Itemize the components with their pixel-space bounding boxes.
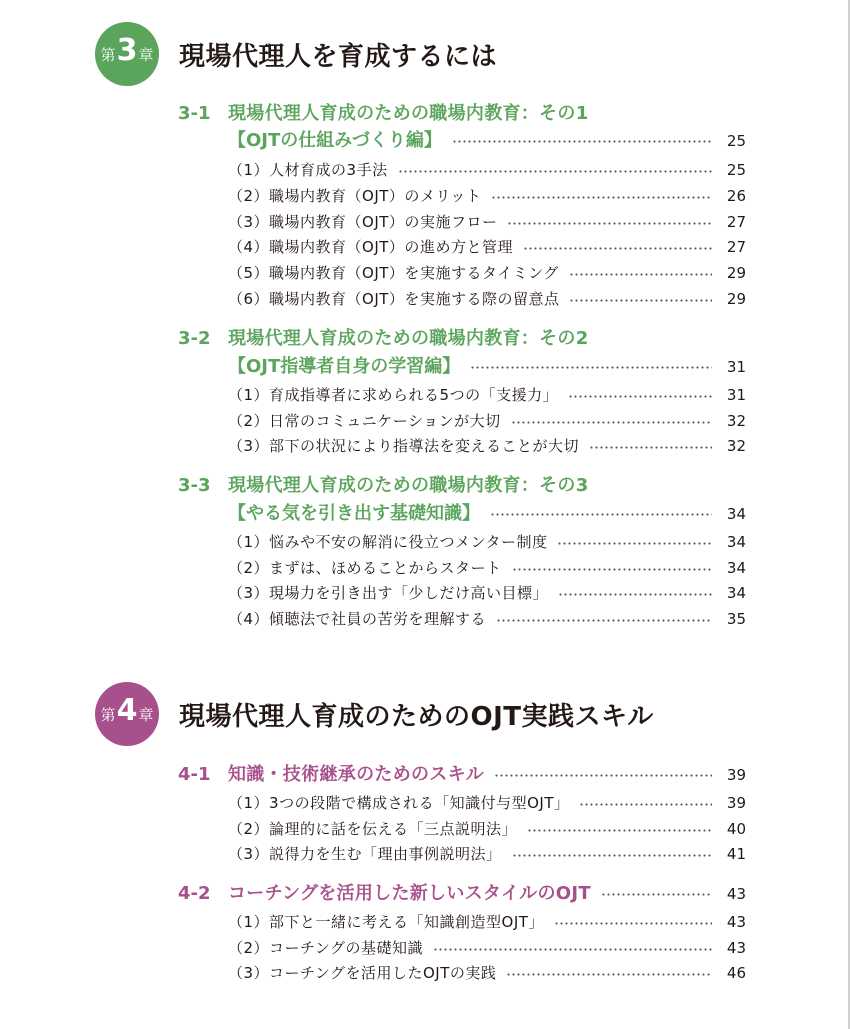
toc-item[interactable] (228, 843, 746, 864)
page-number: 35 (726, 610, 746, 628)
page-number: 29 (726, 290, 746, 308)
leader-dots (523, 247, 712, 250)
chapter-4-badge (95, 682, 159, 746)
leader-dots (507, 222, 712, 225)
leader-dots (579, 803, 712, 806)
chapter-3-badge (95, 22, 159, 86)
toc-item-label: （1）悩みや不安の解消に役立つメンター制度 (228, 533, 548, 551)
page-number: 32 (726, 437, 746, 455)
toc-item-label: （3）部下の状況により指導法を変えることが大切 (228, 437, 580, 455)
toc-item-label: （2）論理的に話を伝える「三点説明法」 (228, 820, 518, 838)
toc-item[interactable] (228, 962, 746, 983)
toc-item[interactable] (228, 911, 746, 932)
section-number: 4-2 (178, 883, 211, 904)
page-number: 39 (726, 766, 746, 784)
section-3-2-subtitle-line[interactable] (228, 352, 746, 378)
toc-item[interactable] (228, 236, 746, 257)
toc-item-label: （6）職場内教育（OJT）を実施する際の留意点 (228, 290, 560, 308)
page-number: 43 (726, 913, 746, 931)
section-title: 現場代理人育成のための職場内教育：その1 (228, 103, 589, 124)
section-title: 現場代理人育成のための職場内教育：その3 (228, 475, 589, 496)
toc-item[interactable] (228, 608, 746, 629)
section-3-3-heading[interactable] (178, 471, 746, 497)
section-number: 3-2 (178, 328, 211, 349)
leader-dots (452, 140, 712, 143)
page-number: 34 (726, 559, 746, 577)
toc-item-label: （3）現場力を引き出す「少しだけ高い目標」 (228, 584, 549, 602)
section-3-1-subtitle-line[interactable] (228, 126, 746, 152)
toc-item[interactable] (228, 410, 746, 431)
leader-dots (554, 922, 712, 925)
page-number: 31 (726, 386, 746, 404)
page-number: 39 (726, 794, 746, 812)
leader-dots (589, 446, 712, 449)
page-number: 43 (726, 885, 746, 903)
section-3-2-heading[interactable] (178, 324, 746, 350)
leader-dots (527, 829, 712, 832)
toc-item[interactable] (228, 582, 746, 603)
leader-dots (398, 170, 712, 173)
leader-dots (557, 542, 712, 545)
toc-item-label: （1）部下と一緒に考える「知識創造型OJT」 (228, 913, 544, 931)
toc-item[interactable] (228, 211, 746, 232)
toc-item[interactable] (228, 531, 746, 552)
section-subtitle: 【やる気を引き出す基礎知識】 (228, 503, 480, 524)
leader-dots (558, 593, 712, 596)
toc-item-label: （3）職場内教育（OJT）の実施フロー (228, 213, 498, 231)
leader-dots (496, 619, 712, 622)
toc-item[interactable] (228, 384, 746, 405)
chapter-3-title: 現場代理人を育成するには (179, 41, 498, 72)
chapter-badge-prefix: 第 (100, 706, 116, 724)
toc-item-label: （4）職場内教育（OJT）の進め方と管理 (228, 238, 513, 256)
section-subtitle: 【OJT指導者自身の学習編】 (228, 356, 461, 377)
toc-item-label: （2）まずは、ほめることからスタート (228, 559, 502, 577)
leader-dots (433, 948, 712, 951)
toc-item-label: （2）職場内教育（OJT）のメリット (228, 187, 482, 205)
chapter-4-title: 現場代理人育成のためのOJT実践スキル (179, 701, 654, 732)
page-number: 34 (726, 584, 746, 602)
section-number: 3-3 (178, 475, 211, 496)
leader-dots (470, 366, 712, 369)
leader-dots (569, 273, 712, 276)
section-title: 現場代理人育成のための職場内教育：その2 (228, 328, 589, 349)
page-number: 25 (726, 161, 746, 179)
toc-item[interactable] (228, 792, 746, 813)
toc-item[interactable] (228, 818, 746, 839)
page-number: 29 (726, 264, 746, 282)
toc-item-label: （1）3つの段階で構成される「知識付与型OJT」 (228, 794, 570, 812)
chapter-3-heading (95, 22, 497, 86)
leader-dots (494, 774, 712, 777)
section-number: 3-1 (178, 103, 211, 124)
toc-item-label: （2）コーチングの基礎知識 (228, 939, 423, 957)
toc-item[interactable] (228, 159, 746, 180)
toc-item-label: （1）育成指導者に求められる5つの「支援力」 (228, 386, 559, 404)
section-number: 4-1 (178, 764, 211, 785)
page-number: 34 (726, 505, 746, 523)
toc-item[interactable] (228, 937, 746, 958)
toc-item-label: （4）傾聴法で社員の苦労を理解する (228, 610, 487, 628)
section-3-1-heading[interactable] (178, 99, 746, 125)
page-number: 31 (726, 358, 746, 376)
leader-dots (491, 196, 712, 199)
toc-item-label: （5）職場内教育（OJT）を実施するタイミング (228, 264, 559, 282)
page-number: 34 (726, 533, 746, 551)
page-number: 41 (726, 845, 746, 863)
section-4-2-heading[interactable] (178, 879, 746, 905)
page-number: 26 (726, 187, 746, 205)
leader-dots (568, 395, 712, 398)
page-number: 32 (726, 412, 746, 430)
toc-item-label: （3）説得力を生む「理由事例説明法」 (228, 845, 502, 863)
leader-dots (490, 513, 712, 516)
leader-dots (511, 421, 712, 424)
leader-dots (601, 893, 712, 896)
toc-item[interactable] (228, 557, 746, 578)
toc-item[interactable] (228, 185, 746, 206)
page-number: 25 (726, 132, 746, 150)
toc-item[interactable] (228, 435, 746, 456)
chapter-badge-prefix: 第 (100, 46, 116, 64)
section-title: コーチングを活用した新しいスタイルのOJT (228, 883, 591, 904)
section-4-1-heading[interactable] (178, 760, 746, 786)
page-number: 27 (726, 213, 746, 231)
page-number: 46 (726, 964, 746, 982)
leader-dots (569, 299, 712, 302)
toc-item-label: （3）コーチングを活用したOJTの実践 (228, 964, 497, 982)
chapter-4-heading (95, 682, 654, 746)
page-number: 27 (726, 238, 746, 256)
leader-dots (512, 568, 712, 571)
toc-item[interactable] (228, 288, 746, 309)
toc-item-label: （2）日常のコミュニケーションが大切 (228, 412, 501, 430)
section-3-3-subtitle-line[interactable] (228, 499, 746, 525)
toc-item-label: （1）人材育成の3手法 (228, 161, 388, 179)
toc-item[interactable] (228, 262, 746, 283)
page-number: 43 (726, 939, 746, 957)
page-number: 40 (726, 820, 746, 838)
chapter-badge-suffix: 章 (138, 46, 154, 64)
chapter-badge-number: 4 (116, 693, 138, 728)
section-subtitle: 【OJTの仕組みづくり編】 (228, 130, 442, 151)
section-title: 知識・技術継承のためのスキル (228, 764, 485, 785)
leader-dots (506, 973, 712, 976)
leader-dots (512, 854, 712, 857)
chapter-badge-suffix: 章 (138, 706, 154, 724)
chapter-badge-number: 3 (116, 33, 138, 68)
